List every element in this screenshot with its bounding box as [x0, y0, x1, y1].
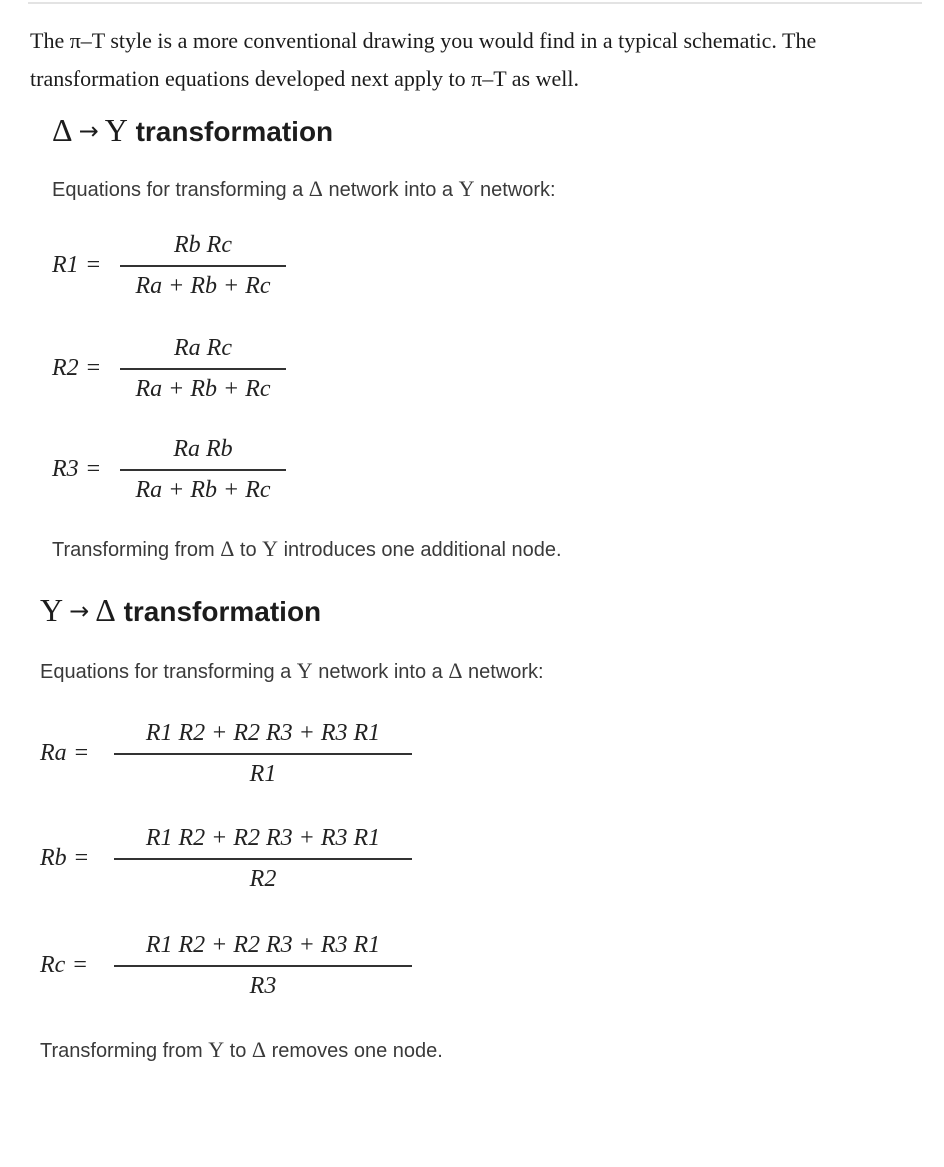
delta-symbol: Δ: [308, 176, 323, 201]
equation-rc: [40, 932, 440, 1012]
desc-text: Equations for transforming a: [52, 179, 309, 201]
equals-sign: =: [86, 252, 101, 278]
y-symbol: Y: [40, 592, 64, 628]
numerator: Ra Rc: [174, 335, 232, 361]
equation-ra: [40, 720, 440, 800]
fraction: [120, 335, 286, 403]
y-symbol: Y: [262, 536, 279, 561]
equation-lhs: [52, 456, 100, 483]
equation-r3: [52, 436, 352, 516]
lhs-var: R3: [52, 456, 79, 482]
section-heading-y-to-delta: [40, 592, 321, 629]
equation-lhs: [52, 355, 100, 382]
equation-r1: [52, 232, 352, 312]
equals-sign: =: [74, 740, 89, 766]
section2-description: [40, 658, 544, 684]
delta-symbol: Δ: [52, 112, 73, 148]
y-symbol: Y: [296, 658, 313, 683]
delta-symbol: Δ: [95, 592, 116, 628]
section1-description: [52, 176, 556, 202]
top-divider: [28, 2, 922, 4]
fraction: [114, 932, 412, 1000]
numerator: Ra Rb: [173, 436, 233, 462]
numerator: Rb Rc: [174, 232, 232, 258]
numerator: R1 R2 + R2 R3 + R3 R1: [145, 825, 381, 851]
note-text: to: [234, 539, 263, 561]
y-symbol: Y: [104, 112, 128, 148]
equation-rb: [40, 825, 440, 905]
numerator: R1 R2 + R2 R3 + R3 R1: [145, 720, 381, 746]
note-text: introduces one additional node.: [278, 539, 562, 561]
note-text: Transforming from: [40, 1040, 209, 1062]
equals-sign: =: [74, 845, 89, 871]
fraction: [114, 825, 412, 893]
fraction-bar: [114, 965, 412, 967]
lhs-var: Ra: [40, 740, 67, 766]
numerator: R1 R2 + R2 R3 + R3 R1: [145, 932, 381, 958]
delta-symbol: Δ: [448, 658, 463, 683]
lhs-var: Rb: [40, 845, 67, 871]
fraction-bar: [120, 265, 286, 267]
denominator: R2: [249, 865, 277, 892]
fraction: [120, 436, 286, 504]
desc-text: network:: [462, 661, 544, 683]
fraction: [114, 720, 412, 788]
fraction-bar: [114, 753, 412, 755]
intro-line-1: The π–T style is a more conventional drawing you would find in a typical schematic. The: [30, 28, 817, 53]
denominator: Ra + Rb + Rc: [135, 476, 271, 503]
desc-text: network into a: [322, 179, 459, 201]
lhs-var: Rc: [40, 952, 66, 978]
fraction-bar: [114, 858, 412, 860]
desc-text: network into a: [312, 661, 449, 683]
note-text: Transforming from: [52, 539, 221, 561]
heading-text: transformation: [135, 116, 334, 147]
intro-line-2: transformation equations developed next apply to π–T as well.: [30, 66, 579, 91]
lhs-var: R1: [52, 252, 79, 278]
denominator: Ra + Rb + Rc: [135, 272, 271, 299]
equation-lhs: [40, 845, 88, 872]
note-text: to: [224, 1040, 252, 1062]
arrow-icon: →: [69, 597, 90, 625]
section1-note: [52, 536, 562, 562]
equals-sign: =: [73, 952, 87, 978]
delta-symbol: Δ: [220, 536, 235, 561]
lhs-var: R2: [52, 355, 79, 381]
intro-paragraph: [30, 22, 910, 98]
note-text: removes one node.: [266, 1040, 443, 1062]
equation-lhs: [40, 740, 88, 767]
section-heading-delta-to-y: [52, 112, 333, 149]
equation-lhs: [40, 952, 87, 979]
fraction-bar: [120, 368, 286, 370]
denominator: Ra + Rb + Rc: [135, 375, 271, 402]
arrow-icon: →: [78, 117, 99, 145]
denominator: R1: [249, 760, 277, 787]
equals-sign: =: [86, 355, 101, 381]
y-symbol: Y: [458, 176, 475, 201]
denominator: R3: [249, 972, 277, 999]
fraction: [120, 232, 286, 300]
equation-r2: [52, 335, 352, 415]
desc-text: Equations for transforming a: [40, 661, 297, 683]
fraction-bar: [120, 469, 286, 471]
equation-lhs: [52, 252, 100, 279]
desc-text: network:: [474, 179, 556, 201]
equals-sign: =: [86, 456, 101, 482]
delta-symbol: Δ: [251, 1037, 267, 1062]
section2-note: [40, 1037, 443, 1063]
heading-text: transformation: [123, 596, 322, 627]
y-symbol: Y: [208, 1037, 225, 1062]
